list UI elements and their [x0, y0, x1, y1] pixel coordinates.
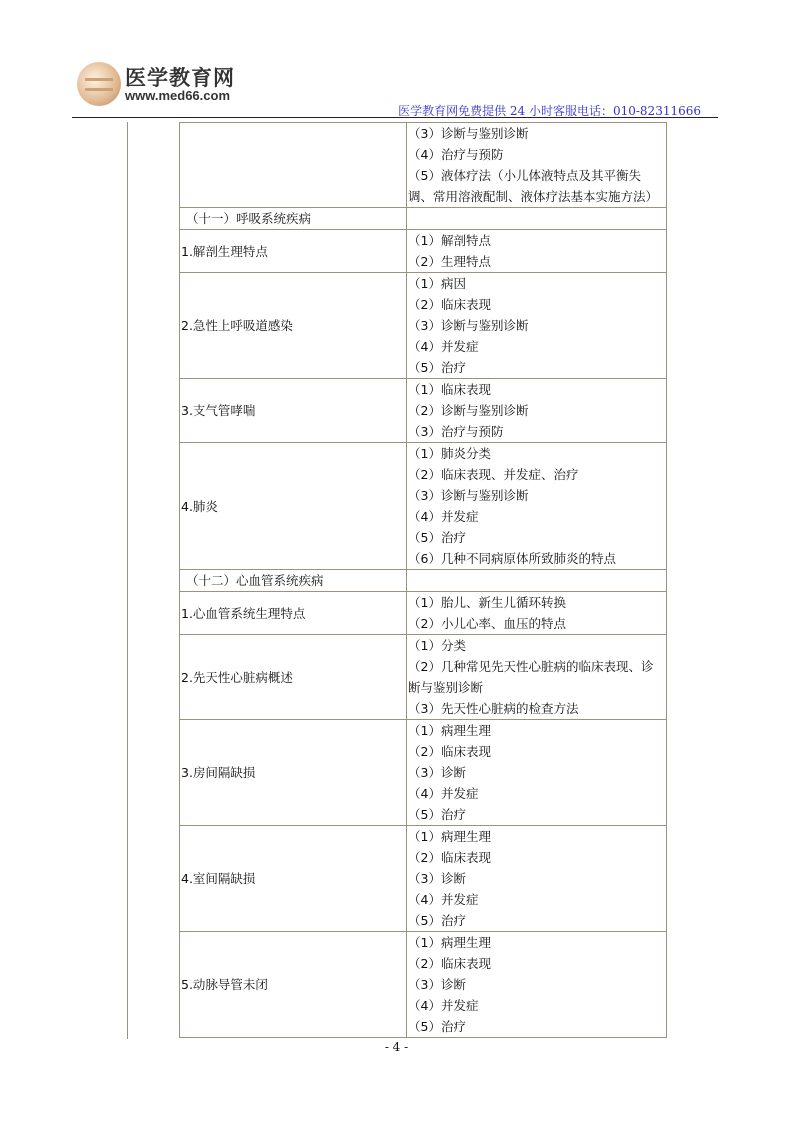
subtopic-item: （4）治疗与预防: [408, 147, 504, 162]
subtopic-item: （2）临床表现: [408, 850, 491, 865]
table-row: [180, 826, 667, 932]
subtopic-item: （5）液体疗法（小儿体液特点及其平衡失调、常用溶液配制、液体疗法基本实施方法）: [408, 168, 659, 204]
subtopics-cell: [407, 379, 667, 443]
table-row: [180, 635, 667, 720]
subtopic-item: （3）诊断与鉴别诊断: [408, 488, 529, 503]
subtopic-item: （1）分类: [408, 638, 466, 653]
subtopic-item: （3）治疗与预防: [408, 424, 504, 439]
subtopic-item: （4）并发症: [408, 998, 479, 1013]
subtopics-cell: [407, 443, 667, 570]
subtopic-item: （2）小儿心率、血压的特点: [408, 616, 566, 631]
subtopics-cell: [407, 273, 667, 379]
table-row: [180, 123, 667, 208]
subtopics-cell: [407, 720, 667, 826]
logo-emblem-icon: [77, 62, 121, 106]
subtopic-item: （4）并发症: [408, 892, 479, 907]
subtopic-item: （5）治疗: [408, 360, 466, 375]
table-row: [180, 592, 667, 635]
subtopic-item: （3）诊断: [408, 765, 466, 780]
subtopic-item: （1）病理生理: [408, 935, 491, 950]
header-divider: [72, 117, 718, 118]
subtopic-item: （5）治疗: [408, 913, 466, 928]
subtopics-cell: [407, 230, 667, 273]
topic-cell: 1.解剖生理特点: [180, 230, 407, 273]
subtopic-item: （5）治疗: [408, 807, 466, 822]
header-hotline: 医学教育网免费提供 24 小时客服电话：010-82311666: [398, 104, 701, 118]
topic-cell: 2.急性上呼吸道感染: [180, 273, 407, 379]
topic-cell: 2.先天性心脏病概述: [180, 635, 407, 720]
site-logo: [77, 62, 257, 110]
subtopic-item: （2）诊断与鉴别诊断: [408, 403, 529, 418]
subtopic-item: （1）胎儿、新生儿循环转换: [408, 595, 566, 610]
table-row: [180, 208, 667, 230]
syllabus-table: [179, 122, 667, 1038]
subtopic-item: （4）并发症: [408, 509, 479, 524]
subtopic-item: （2）生理特点: [408, 254, 491, 269]
topic-cell: 1.心血管系统生理特点: [180, 592, 407, 635]
subtopic-item: （3）诊断与鉴别诊断: [408, 318, 529, 333]
subtopic-item: （1）临床表现: [408, 382, 491, 397]
subtopic-item: （1）病理生理: [408, 723, 491, 738]
table-row: [180, 273, 667, 379]
topic-cell: 3.支气管哮喘: [180, 379, 407, 443]
subtopic-item: （6）几种不同病原体所致肺炎的特点: [408, 551, 616, 566]
table-row: [180, 230, 667, 273]
subtopics-cell: [407, 123, 667, 208]
subtopic-item: （5）治疗: [408, 530, 466, 545]
subtopic-item: （2）几种常见先天性心脏病的临床表现、诊断与鉴别诊断: [408, 659, 654, 695]
logo-url: www.med66.com: [125, 88, 230, 103]
page-number: - 4 -: [384, 1040, 409, 1054]
subtopic-item: （3）诊断: [408, 871, 466, 886]
topic-cell: 5.动脉导管未闭: [180, 932, 407, 1038]
subtopic-item: （1）病因: [408, 276, 466, 291]
table-row: [180, 720, 667, 826]
subtopic-item: （4）并发症: [408, 339, 479, 354]
subtopic-item: （3）诊断: [408, 977, 466, 992]
subtopics-cell: [407, 208, 667, 230]
subtopics-cell: [407, 635, 667, 720]
subtopics-cell: [407, 570, 667, 592]
subtopic-item: （2）临床表现、并发症、治疗: [408, 467, 579, 482]
subtopic-item: （3）先天性心脏病的检查方法: [408, 701, 579, 716]
subtopic-item: （2）临床表现: [408, 744, 491, 759]
subtopic-item: （1）病理生理: [408, 829, 491, 844]
topic-cell: 4.肺炎: [180, 443, 407, 570]
table-row: [180, 443, 667, 570]
topic-cell: [180, 123, 407, 208]
subtopic-item: （2）临床表现: [408, 956, 491, 971]
topic-cell: 3.房间隔缺损: [180, 720, 407, 826]
subtopic-item: （2）临床表现: [408, 297, 491, 312]
topic-cell: （十一）呼吸系统疾病: [180, 208, 407, 230]
logo-name: 医学教育网: [125, 65, 235, 90]
subtopic-item: （4）并发症: [408, 786, 479, 801]
subtopic-item: （1）肺炎分类: [408, 446, 491, 461]
subtopic-item: （5）治疗: [408, 1019, 466, 1034]
subtopic-item: （3）诊断与鉴别诊断: [408, 126, 529, 141]
subtopics-cell: [407, 932, 667, 1038]
topic-cell: 4.室间隔缺损: [180, 826, 407, 932]
subtopics-cell: [407, 592, 667, 635]
table-row: [180, 379, 667, 443]
subtopic-item: （1）解剖特点: [408, 233, 491, 248]
topic-cell: （十二）心血管系统疾病: [180, 570, 407, 592]
subtopics-cell: [407, 826, 667, 932]
table-row: [180, 570, 667, 592]
table-row: [180, 932, 667, 1038]
